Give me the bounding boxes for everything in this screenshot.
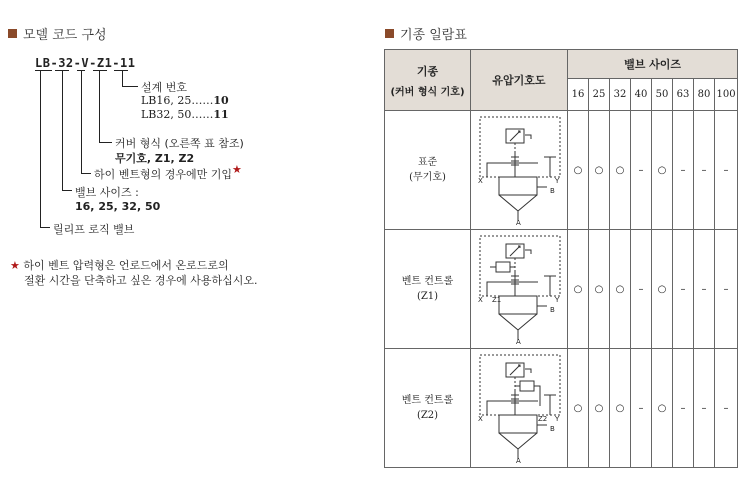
- port-y-label: Y: [554, 296, 559, 304]
- mark-r1-25: ○: [589, 111, 610, 230]
- row-type-code: (Z1): [416, 291, 439, 302]
- port-z2-label: Z2: [537, 415, 547, 423]
- note-line1-text: 하이 벤트 압력형은 언로드에서 온로드로의: [23, 259, 229, 272]
- mark-r3-50: ○: [652, 349, 673, 468]
- port-x-label: X: [477, 415, 483, 423]
- hydraulic-symbol-icon: [472, 349, 567, 464]
- connector-vent-v: [81, 70, 82, 174]
- mark-r3-63: –: [673, 349, 694, 468]
- code-sep: -: [73, 56, 82, 70]
- header-type-line1: 기종: [416, 64, 439, 78]
- port-b-label: B: [549, 425, 555, 433]
- table-row: [385, 230, 738, 349]
- mark-r3-80: –: [694, 349, 715, 468]
- mark-r2-32: ○: [610, 230, 631, 349]
- mark-r3-40: –: [631, 349, 652, 468]
- row-type-name: 표준: [417, 157, 438, 168]
- code-part-design: 11: [120, 56, 136, 70]
- valve-size-values: 16, 25, 32, 50: [75, 200, 161, 213]
- design-number-line2: [141, 108, 229, 121]
- note-star-icon: ★: [10, 259, 20, 272]
- cover-type-values: 무기호, Z1, Z2: [115, 152, 195, 165]
- hydraulic-symbol-standard: [471, 111, 568, 230]
- size-col-100: 100: [715, 79, 738, 111]
- model-list-heading-text: 기종 일람표: [400, 28, 467, 43]
- valve-size-label: 밸브 사이즈 :: [75, 186, 139, 199]
- mark-r2-50: ○: [652, 230, 673, 349]
- port-b-label: B: [549, 187, 555, 195]
- design-number-line1-value: 10: [213, 94, 229, 107]
- mark-r2-40: –: [631, 230, 652, 349]
- model-code-heading-text: 모델 코드 구성: [23, 28, 107, 43]
- code-part-v: V: [81, 56, 90, 70]
- design-number-label: 설계 번호: [141, 81, 188, 94]
- size-col-63: 63: [673, 79, 694, 111]
- mark-r2-100: –: [715, 230, 738, 349]
- mark-r2-80: –: [694, 230, 715, 349]
- port-x-label: X: [477, 296, 483, 304]
- size-col-80: 80: [694, 79, 715, 111]
- port-b-label: B: [549, 306, 555, 314]
- code-part-size: 32: [58, 56, 74, 70]
- hydraulic-symbol-z1: [471, 230, 568, 349]
- underline-cover: [93, 70, 107, 71]
- mark-r1-16: ○: [568, 111, 589, 230]
- relief-logic-valve-label: 릴리프 로직 밸브: [53, 223, 135, 236]
- mark-r3-100: –: [715, 349, 738, 468]
- section-bullet-icon: [385, 29, 394, 38]
- mark-r1-100: –: [715, 111, 738, 230]
- connector-design-v: [122, 70, 123, 87]
- star-icon: ★: [232, 163, 242, 176]
- port-x-label: X: [477, 177, 483, 185]
- model-list-table: [384, 49, 738, 468]
- port-a-label: A: [515, 219, 521, 226]
- mark-r1-50: ○: [652, 111, 673, 230]
- header-type-line2: (커버 형식 기호): [390, 86, 465, 98]
- high-vent-label: [94, 163, 242, 182]
- table-row: [385, 349, 738, 468]
- high-vent-label-text: 하이 벤트형의 경우에만 기입: [94, 168, 233, 181]
- mark-r1-63: –: [673, 111, 694, 230]
- note-line2: 절환 시간을 단축하고 싶은 경우에 사용하십시오.: [24, 274, 258, 287]
- port-z1-label: Z1: [491, 296, 501, 304]
- mark-r3-25: ○: [589, 349, 610, 468]
- mark-r3-32: ○: [610, 349, 631, 468]
- cover-type-label: 커버 형식 (오른쪽 표 참조): [115, 137, 244, 150]
- section-bullet-icon: [8, 29, 17, 38]
- underline-lb: [35, 70, 52, 71]
- header-symbol: 유압기호도: [471, 50, 568, 111]
- port-y-label: Y: [554, 177, 559, 185]
- design-number-line1: [141, 94, 229, 107]
- row-type-code: (Z2): [416, 410, 439, 421]
- port-y-label: Y: [554, 415, 559, 423]
- row-type-code: (무기호): [409, 172, 446, 183]
- design-number-line2-value: 11: [213, 108, 229, 121]
- mark-r1-32: ○: [610, 111, 631, 230]
- mark-r2-63: –: [673, 230, 694, 349]
- row-type-vent-z2: [385, 349, 471, 468]
- table-row: [385, 111, 738, 230]
- size-col-25: 25: [589, 79, 610, 111]
- hydraulic-symbol-z2: [471, 349, 568, 468]
- mark-r2-16: ○: [568, 230, 589, 349]
- connector-size-v: [62, 70, 63, 191]
- code-part-cover: Z1: [96, 56, 113, 70]
- note: [10, 258, 258, 288]
- header-valve-size: 밸브 사이즈: [568, 50, 738, 79]
- mark-r1-80: –: [694, 111, 715, 230]
- hydraulic-symbol-icon: [472, 111, 567, 226]
- row-type-vent-z1: [385, 230, 471, 349]
- connector-cover-h: [99, 142, 112, 143]
- size-col-50: 50: [652, 79, 673, 111]
- size-col-32: 32: [610, 79, 631, 111]
- connector-size-h: [62, 190, 72, 191]
- port-a-label: A: [515, 338, 521, 345]
- design-number-line2-prefix: LB32, 50……: [141, 108, 214, 121]
- connector-design-h: [122, 86, 138, 87]
- design-number-line1-prefix: LB16, 25……: [141, 94, 214, 107]
- connector-relief-v: [40, 70, 41, 228]
- hydraulic-symbol-icon: [472, 230, 567, 345]
- model-code-heading: [8, 24, 107, 43]
- code-sep: -: [112, 56, 121, 70]
- connector-relief-h: [40, 227, 50, 228]
- port-a-label: A: [515, 457, 521, 464]
- code-sep: -: [89, 56, 97, 70]
- size-col-40: 40: [631, 79, 652, 111]
- connector-vent-h: [81, 173, 91, 174]
- mark-r1-40: –: [631, 111, 652, 230]
- size-col-16: 16: [568, 79, 589, 111]
- underline-design: [114, 70, 128, 71]
- header-type: [385, 50, 471, 111]
- row-type-name: 벤트 컨트롤: [401, 276, 454, 287]
- code-part-lb: LB: [35, 56, 51, 70]
- model-list-heading: [385, 24, 467, 43]
- mark-r2-25: ○: [589, 230, 610, 349]
- row-type-standard: [385, 111, 471, 230]
- connector-cover-v: [99, 70, 100, 143]
- row-type-name: 벤트 컨트롤: [401, 395, 454, 406]
- code-sep: -: [50, 56, 59, 70]
- mark-r3-16: ○: [568, 349, 589, 468]
- note-line1: [10, 258, 258, 273]
- model-code-string: [35, 56, 135, 70]
